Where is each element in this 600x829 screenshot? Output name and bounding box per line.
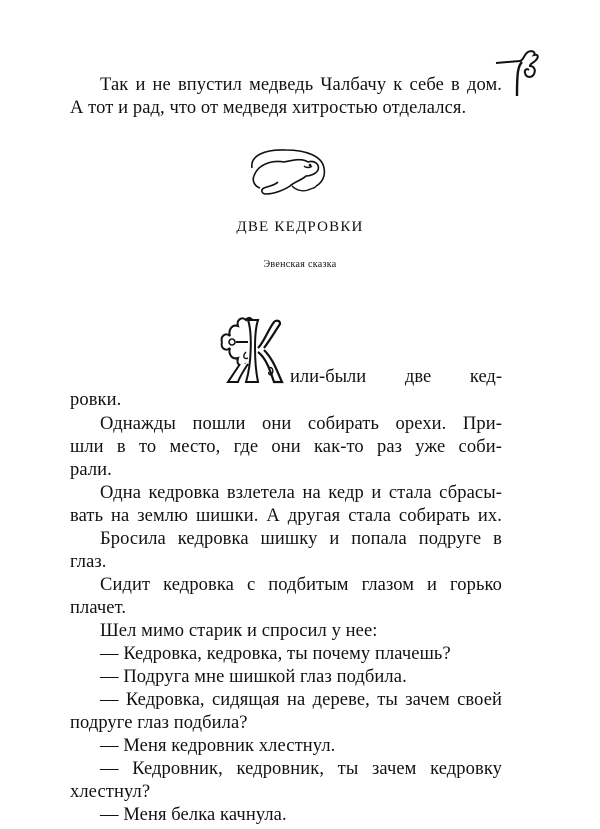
- text-line: шли в то место, где они как-то раз уже соби-: [70, 437, 502, 457]
- dialogue-line: — Подруга мне шишкой глаз подбила.: [100, 667, 407, 687]
- dialogue-line: — Меня белка качнула.: [100, 805, 287, 825]
- text-line: Одна кедровка взлетела на кедр и стала сбрасы-: [100, 483, 502, 503]
- story-first-line: или-были две кед-: [290, 367, 502, 387]
- dialogue-line: — Кедровник, кедровник, ты зачем кедровку: [100, 759, 502, 779]
- dialogue-line: — Кедровка, сидящая на дереве, ты зачем своей: [100, 690, 502, 710]
- text-line: Шел мимо старик и спросил у нее:: [100, 621, 378, 641]
- dialogue-line: — Кедровка, кедровка, ты почему плачешь?: [100, 644, 451, 664]
- bear-ornament-icon: [244, 146, 328, 198]
- dialogue-line: — Меня кедровник хлестнул.: [100, 736, 336, 756]
- text-line: ровки.: [70, 390, 122, 410]
- story-title: ДВЕ КЕДРОВКИ: [236, 219, 364, 235]
- dialogue-line: подруге глаз подбила?: [70, 713, 248, 733]
- text-line: А тот и рад, что от медведя хитростью отделался.: [70, 98, 467, 118]
- text-line: Бросила кедровка шишку и попала подруге в: [100, 529, 502, 549]
- text-line: плачет.: [70, 598, 127, 618]
- text-line: Однажды пошли они собирать орехи. При-: [100, 414, 502, 434]
- story-subtitle: Эвенская сказка: [263, 259, 337, 270]
- text-line: Так и не впустил медведь Чалбачу к себе в дом.: [100, 75, 502, 95]
- text-line: вать на землю шишки. А другая стала собирать их.: [70, 506, 502, 526]
- text-line: глаз.: [70, 552, 107, 572]
- dropcap-zhe-icon: [218, 312, 284, 388]
- dialogue-line: хлестнул?: [70, 782, 151, 802]
- text-line: Сидит кедровка с подбитым глазом и горько: [100, 575, 502, 595]
- text-line: рали.: [70, 460, 112, 480]
